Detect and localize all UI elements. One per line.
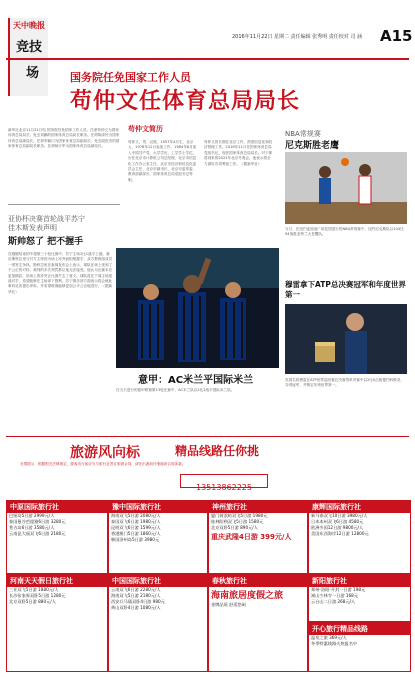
section-logo bbox=[8, 18, 48, 96]
ad-title: 旅游风向标 bbox=[70, 445, 140, 461]
ad-box-2-line: 泰国双飞6日游 1980元/人 bbox=[111, 519, 161, 524]
ad-box-5-line: 北京双卧5日游 880元/人 bbox=[9, 599, 56, 604]
ad-box-4-line: 新马泰双飞10日游 3980元/人 bbox=[311, 513, 368, 518]
ad-box-3 bbox=[208, 500, 308, 574]
ad-box-7-deal: 海南旅居度假之旅 bbox=[211, 591, 284, 601]
ad-title2: 精品线路任你挑 bbox=[175, 444, 260, 458]
section-name-line1: 竞技 bbox=[16, 40, 43, 55]
lead-kicker: 国务院任免国家工作人员 bbox=[70, 71, 191, 84]
soccer-photo-title: 意甲：AC米兰平国际米兰 bbox=[138, 375, 254, 386]
soccer-headline: 斯帅怒了 把不握手 bbox=[8, 237, 84, 247]
ad-box-5-line: 三亚双飞5日游 1880元/人 bbox=[9, 587, 59, 592]
nba-headline: 尼克斯胜老鹰 bbox=[285, 141, 340, 151]
divider bbox=[8, 204, 120, 205]
ad-box-3-deal: 重庆武隆4日游 399元/人 bbox=[211, 533, 292, 541]
ad-box-2-name: 豫中国际旅行社 bbox=[109, 501, 207, 513]
soccer-kicker2: 佳木斯发表声明 bbox=[8, 224, 57, 232]
ad-box-1 bbox=[6, 500, 108, 574]
lead-col2: 苟仲文，男，汉族，1957年4月生，北京人，1976年12月参加工作，1984年8月加入中国共产党，大学学历，工学学士学位。历任北京市计算机公司总经理、北京市信息化工作办公室主任、北京市经济和信息化委员会主任、北京市副市长、北京市委常委、教育部副部长、国家体育总局党组书记等职。 bbox=[128, 140, 197, 182]
tennis-caption: 英国名将穆雷在ATP世界巡回赛总决赛男单决赛中以2比0击败德约科维奇，夺得冠军，并锁定年终世界第一。 bbox=[285, 378, 404, 388]
ad-box-3-line: 桂林阳朔双飞5日游 1580元 bbox=[211, 519, 264, 524]
ad-box-2-line: 海南双飞5日游 2080元/人 bbox=[111, 513, 161, 518]
ad-box-4 bbox=[308, 500, 411, 574]
section-name-line2: 场 bbox=[26, 66, 40, 81]
ad-box-9-name: 开心旅行精品线路 bbox=[309, 623, 410, 635]
ad-box-2-line: 香港澳门5日游 1860元/人 bbox=[111, 531, 161, 536]
soccer-kicker: 亚协杯决赛首轮战平苏宁 bbox=[8, 215, 85, 223]
ad-box-7-line: 金牌品质 舒适悠闲 bbox=[211, 602, 246, 607]
ad-box-3-line: 厦门鼓浪屿双飞5日游 1980元 bbox=[211, 513, 268, 518]
lead-col1: 新华社北京11月21日电 国务院任免国家工作人员。任命苟仲文为国家体育总局局长；免去刘鹏的国家体育总局局长职务。任命陈泽民为国家体育总局副局长。任命李颖川为国家体育总局副局长。免去段世杰的国家体育总局副局长职务。任命杨宇军为国家体育总局副局长。 bbox=[8, 128, 120, 149]
ad-box-5-line: 长沙张家界双卧5日游 1280元 bbox=[9, 593, 66, 598]
ad-box-9-line: 温泉之旅 369元/人 bbox=[311, 635, 347, 640]
ad-box-2 bbox=[108, 500, 208, 574]
sidebar-label: 苟仲文简历 bbox=[128, 125, 163, 133]
ad-intro: 友情提示：根据相关法律规定，游客出行前应当与旅行社签订旅游合同，请在出游前仔细阅读合同条款。 bbox=[20, 462, 186, 466]
nba-caption: 当日，在纽约麦迪逊广场花园进行的NBA常规赛中，纽约尼克斯队以104比94战胜亚特兰大老鹰队。 bbox=[285, 227, 404, 237]
ad-box-6-line: 黄山双卧4日游 1080元/人 bbox=[111, 605, 161, 610]
ad-box-2-line: 昆明双飞6日游 1599元/人 bbox=[111, 525, 161, 530]
ad-box-4-line: 美国东西海岸12日游 12800元 bbox=[311, 531, 369, 536]
ad-box-6-line: 云南双飞6日游 2280元/人 bbox=[111, 587, 161, 592]
ad-hotline-box bbox=[180, 474, 268, 492]
tennis-photo bbox=[285, 304, 407, 374]
ad-box-6 bbox=[108, 574, 208, 672]
ad-box-3-line: 北京双卧5日游 890元/人 bbox=[211, 525, 258, 530]
soccer-body: 在刚刚结束的中超第三十轮比赛中，苏宁主场1比1战平上港。赛后斯科拉里与对方主帅因为场上冲突而拒绝握手，双方教练组成员一度发生争执。斯科拉里在新闻发布会上表示，球队在场上受到了不公正的对待，裁判的多次判罚都让他无法接受。他认为比赛本应更加精彩，但场上的冲突让比赛失去了意义。球队将在下周主场迎战对手，希望能够在主场拿下胜利。苏宁俱乐部方面表示将会就此事向足协提出申诉，并希望联赛能够更加公平公正地进行。（据新华社） bbox=[8, 252, 113, 294]
ad-box-5 bbox=[6, 574, 108, 672]
paper-name: 天中晚报 bbox=[13, 20, 45, 30]
ad-box-4-line: 日本本州双飞6日游 4580元 bbox=[311, 519, 364, 524]
nba-photo-image bbox=[285, 152, 407, 224]
ad-box-8-line: 郑州-洛阳-开封一日游 198元 bbox=[311, 587, 366, 592]
soccer-photo-image bbox=[116, 248, 279, 368]
ad-box-8 bbox=[308, 574, 411, 622]
ad-box-1-line: 巴厘岛5日游 2999元/人 bbox=[9, 513, 55, 518]
ad-box-1-line: 泰国曼谷芭提雅6日游 3280元 bbox=[9, 519, 66, 524]
ad-box-6-name: 中国国际旅行社 bbox=[109, 575, 207, 587]
date-line: 2016年11月22日 星期二 责任编辑 张秀明 责任校对 司 涵 bbox=[232, 34, 362, 40]
ad-box-5-name: 河南天天假日旅行社 bbox=[7, 575, 107, 587]
ad-box-1-name: 中原国际旅行社 bbox=[7, 501, 107, 513]
ad-box-8-name: 新阳旅行社 bbox=[309, 575, 410, 587]
ad-box-8-line: 嵩山少林寺一日游 168元 bbox=[311, 593, 359, 598]
ad-box-6-line: 海南双飞5日游 2180元/人 bbox=[111, 593, 161, 598]
ad-box-4-name: 康辉国际旅行社 bbox=[309, 501, 410, 513]
ad-divider bbox=[6, 436, 409, 437]
ad-box-3-name: 神州旅行社 bbox=[209, 501, 307, 513]
ad-box-4-line: 欧洲多国12日游 9800元/人 bbox=[311, 525, 364, 530]
soccer-photo bbox=[116, 248, 279, 368]
header-divider bbox=[6, 58, 409, 60]
soccer-photo-caption: 在当天进行的意甲联赛第13轮比赛中，AC米兰队以2比2战平国际米兰队。 bbox=[116, 388, 235, 392]
lead-headline: 苟仲文任体育总局局长 bbox=[70, 88, 301, 114]
page-number: A15 bbox=[380, 27, 413, 45]
ad-box-1-line: 云南昆大丽双飞6日游 2180元 bbox=[9, 531, 66, 536]
tennis-photo-image bbox=[285, 304, 407, 374]
ad-box-7-name: 春秋旅行社 bbox=[209, 575, 307, 587]
ad-box-9-line: 冬季特惠线路火热报名中 bbox=[311, 641, 358, 646]
ad-box-8-line: 云台山二日游 268元/人 bbox=[311, 599, 356, 604]
ad-box-9 bbox=[308, 622, 411, 672]
ad-box-2-line: 韩国济州岛5日游 3980元 bbox=[111, 537, 160, 542]
nba-kicker: NBA常规赛 bbox=[285, 130, 321, 138]
nba-photo bbox=[285, 152, 407, 224]
ad-box-7 bbox=[208, 574, 308, 672]
ad-box-1-line: 普吉岛6日游 3580元/人 bbox=[9, 525, 55, 530]
ad-box-6-line: 西安兵马俑双卧4日游 980元 bbox=[111, 599, 165, 604]
lead-col3: 苟仲文曾长期在北京工作，熟悉信息化和经济管理工作。2016年11月任国家体育总局党组书记，现任国家体育总局局长。对于即将到来的2022年北京冬奥会，他表示将全力做好各项筹备工作。（据新华社） bbox=[204, 140, 273, 166]
tennis-headline: 穆雷拿下ATP总决赛冠军和年度世界第一 bbox=[285, 280, 406, 299]
ad-hotline: 13513862225 bbox=[196, 483, 252, 492]
